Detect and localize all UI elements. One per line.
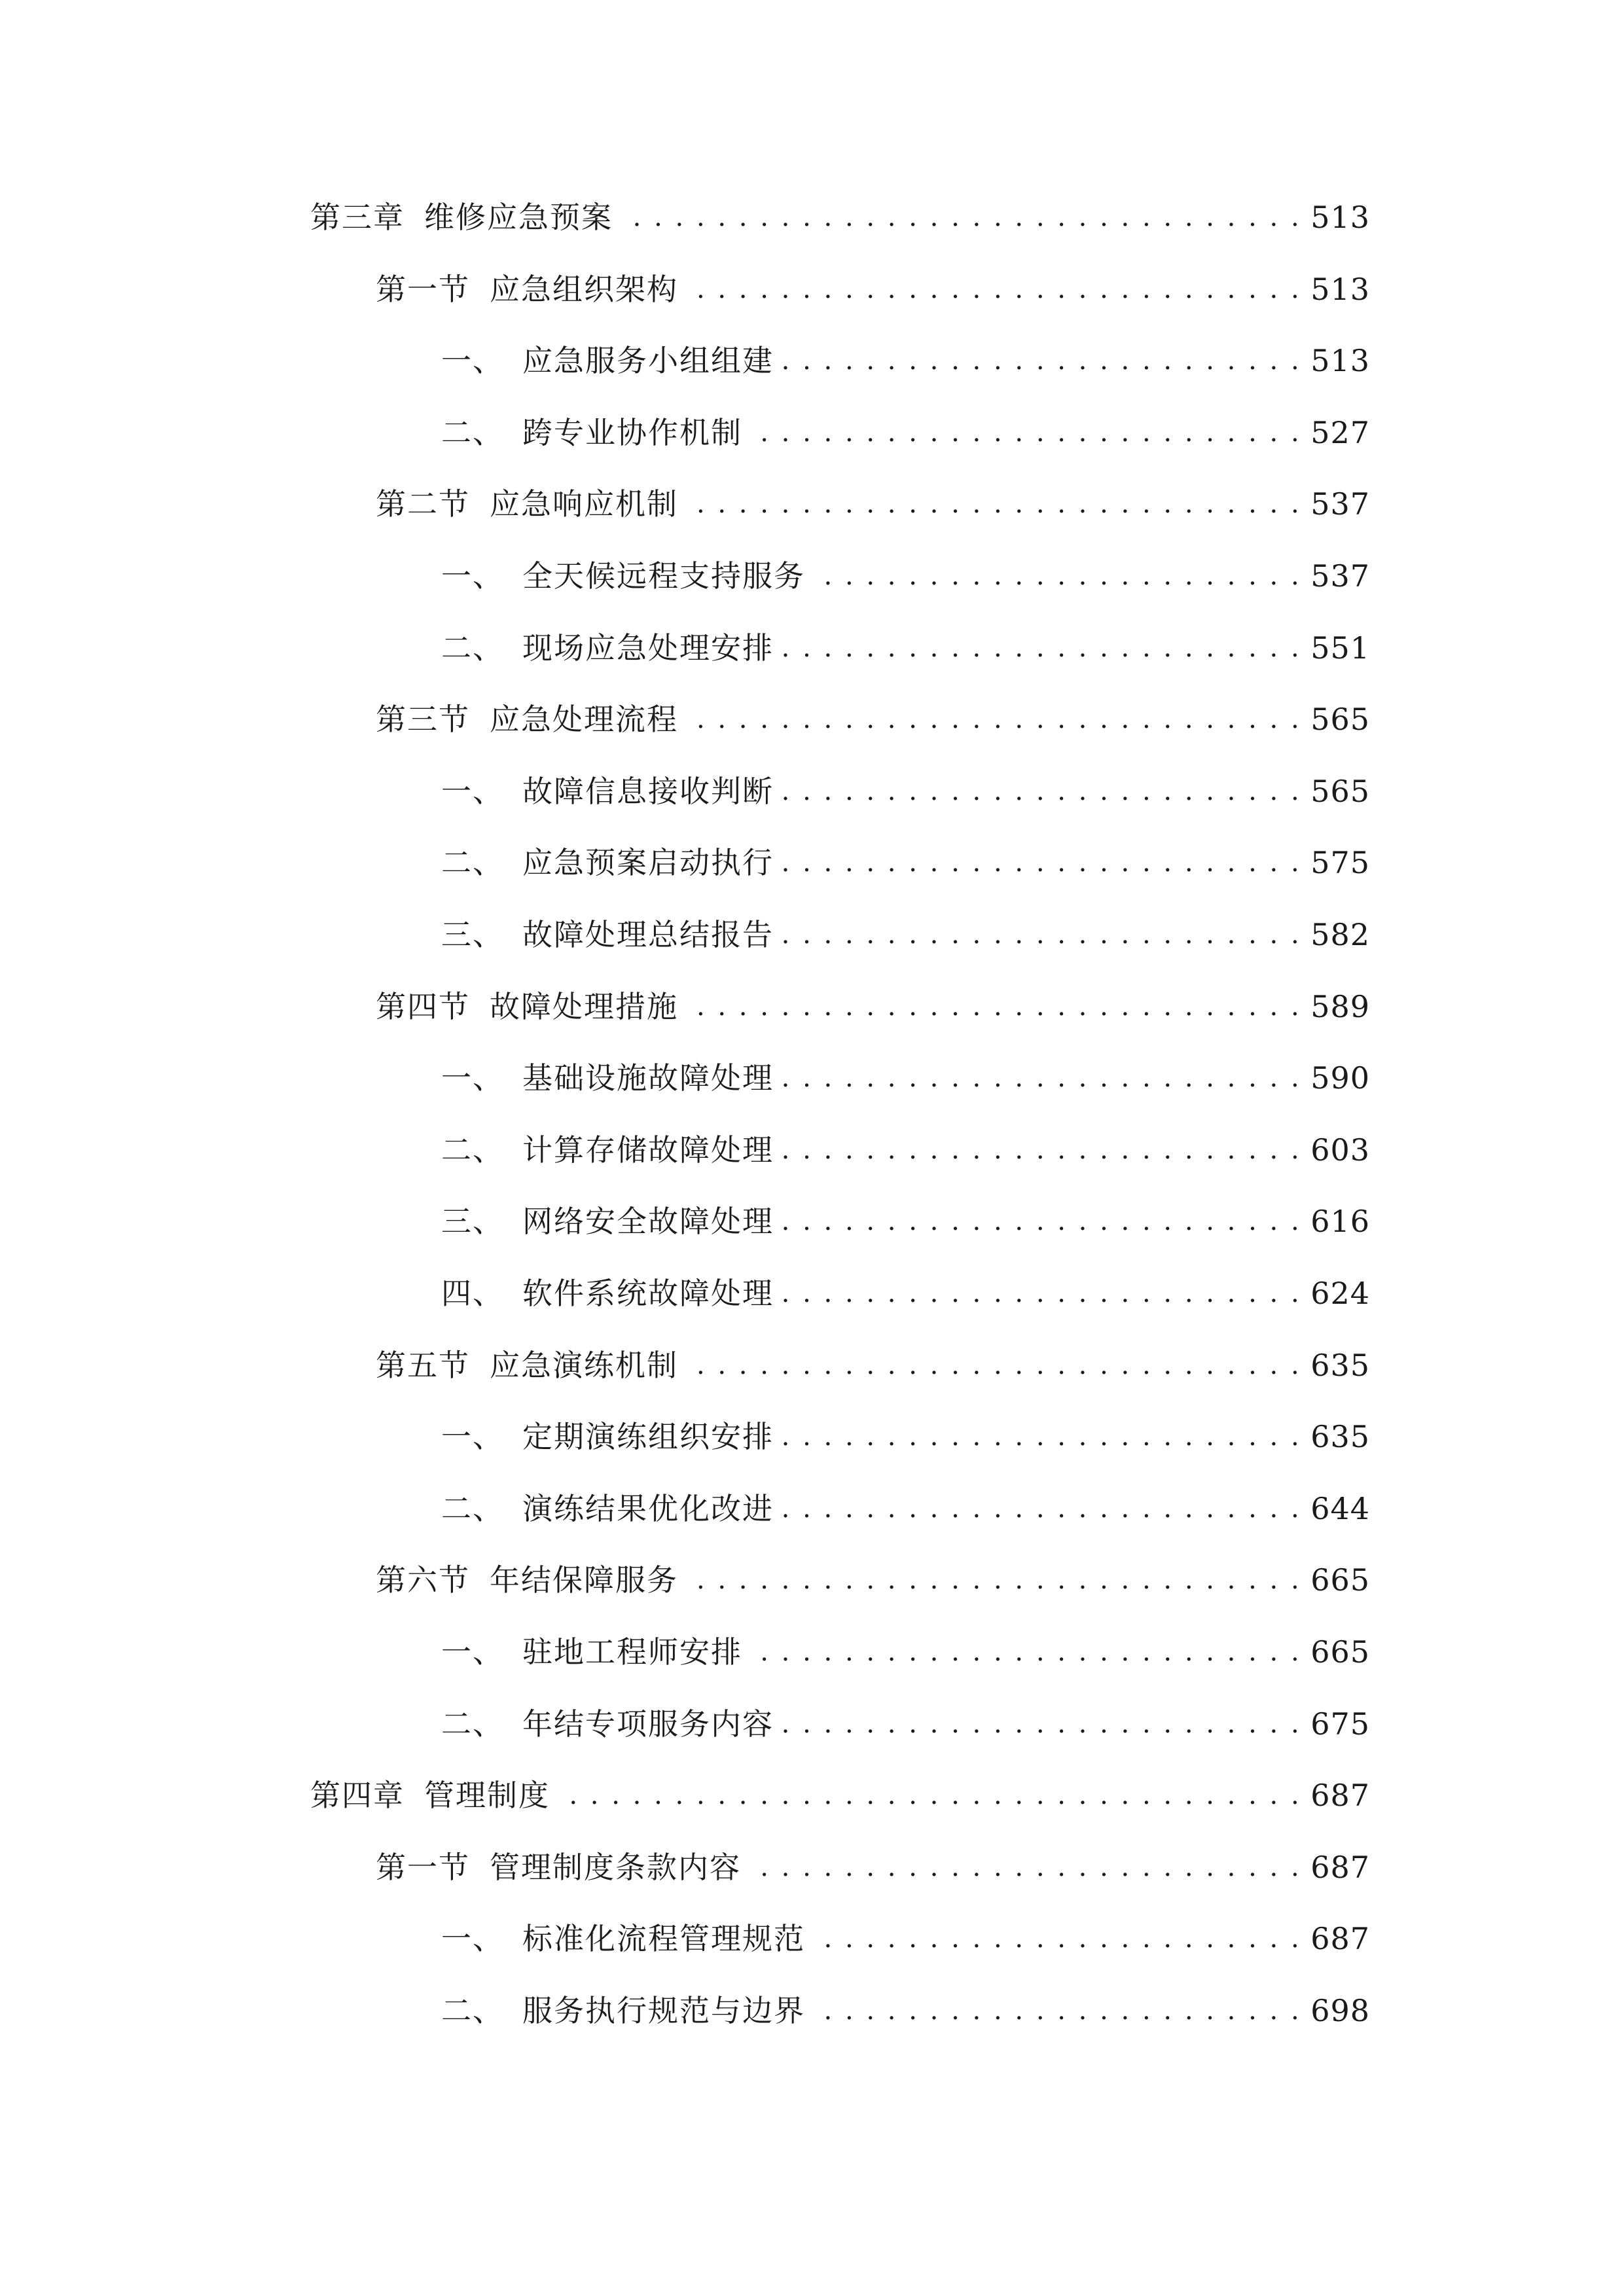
toc-page-number: 513 [1310,272,1370,307]
toc-entry-title: 故障信息接收判断 [522,774,774,809]
toc-page-number: 537 [1310,486,1370,522]
toc-leader-dots [685,266,1301,312]
toc-leader-dots [780,840,1301,886]
toc-entry[interactable] [441,553,1370,599]
toc-entry-title: 应急响应机制 [490,486,678,522]
toc-entry[interactable] [441,1198,1370,1244]
toc-entry-title: 应急演练机制 [490,1348,678,1383]
toc-page-number: 590 [1310,1060,1370,1096]
toc-entry-title: 演练结果优化改进 [522,1491,774,1526]
toc-page-number: 565 [1310,702,1370,737]
toc-leader-dots [780,1198,1301,1244]
toc-page-number: 698 [1310,1993,1370,2028]
toc-entry[interactable] [310,1772,1370,1818]
toc-leader-dots [780,338,1301,384]
toc-page-number: 687 [1310,1778,1370,1813]
toc-entry-number: 第一节 [376,272,470,307]
toc-entry[interactable] [441,1988,1370,2034]
toc-leader-dots [780,1414,1301,1460]
toc-entry-number: 第四章 [310,1778,405,1813]
toc-entry-number: 二、 [441,1993,504,2028]
toc-page-number: 616 [1310,1204,1370,1239]
toc-entry-number: 二、 [441,1706,504,1742]
toc-leader-dots [685,1342,1301,1388]
toc-entry[interactable] [441,1270,1370,1316]
toc-entry-title: 年结专项服务内容 [522,1706,774,1742]
toc-page-number: 635 [1310,1348,1370,1383]
toc-entry-number: 第一节 [376,1850,470,1885]
toc-entry[interactable] [441,625,1370,671]
toc-entry-title: 软件系统故障处理 [522,1276,774,1311]
toc-entry[interactable] [441,912,1370,958]
toc-entry[interactable] [441,1629,1370,1675]
toc-leader-dots [780,1055,1301,1101]
toc-entry[interactable] [310,194,1370,240]
toc-entry[interactable] [441,338,1370,384]
toc-entry[interactable] [376,696,1370,742]
toc-entry-title: 标准化流程管理规范 [522,1921,805,1956]
toc-entry-number: 第二节 [376,486,470,522]
toc-entry-number: 一、 [441,1634,504,1670]
toc-leader-dots [780,1486,1301,1532]
toc-entry[interactable] [376,481,1370,527]
toc-leader-dots [812,553,1301,599]
toc-entry-title: 管理制度 [424,1778,550,1813]
toc-leader-dots [685,984,1301,1030]
toc-entry-title: 网络安全故障处理 [522,1204,774,1239]
toc-entry[interactable] [441,1916,1370,1962]
toc-entry-number: 第三节 [376,702,470,737]
toc-leader-dots [780,625,1301,671]
toc-entry-number: 第四节 [376,989,470,1024]
toc-entry-title: 应急处理流程 [490,702,678,737]
toc-entry-number: 二、 [441,630,504,666]
toc-leader-dots [619,194,1301,240]
toc-entry[interactable] [441,1055,1370,1101]
toc-entry-number: 一、 [441,1921,504,1956]
toc-leader-dots [780,1701,1301,1747]
toc-entry-title: 定期演练组织安排 [522,1419,774,1454]
toc-entry[interactable] [441,1414,1370,1460]
toc-leader-dots [749,1629,1301,1675]
toc-leader-dots [780,1127,1301,1173]
toc-leader-dots [685,481,1301,527]
toc-leader-dots [780,768,1301,814]
toc-entry-title: 应急服务小组组建 [522,343,774,378]
toc-entry-number: 一、 [441,1060,504,1096]
toc-page-number: 513 [1310,200,1370,235]
toc-page-number: 687 [1310,1921,1370,1956]
toc-leader-dots [780,912,1301,958]
toc-entry[interactable] [441,1701,1370,1747]
toc-entry[interactable] [441,768,1370,814]
toc-entry-title: 故障处理措施 [490,989,678,1024]
toc-page-number: 582 [1310,917,1370,952]
toc-entry[interactable] [376,984,1370,1030]
toc-entry-title: 维修应急预案 [424,200,613,235]
toc-page-number: 624 [1310,1276,1370,1311]
toc-page-number: 687 [1310,1850,1370,1885]
toc-entry[interactable] [376,1342,1370,1388]
toc-page-number: 527 [1310,415,1370,450]
toc-page-number: 589 [1310,989,1370,1024]
toc-leader-dots [556,1772,1301,1818]
toc-entry[interactable] [376,1844,1370,1890]
toc-entry-title: 年结保障服务 [490,1562,678,1598]
toc-entry-number: 一、 [441,558,504,594]
toc-entry[interactable] [441,1486,1370,1532]
toc-entry-number: 第六节 [376,1562,470,1598]
toc-page-number: 513 [1310,343,1370,378]
toc-entry-number: 二、 [441,1491,504,1526]
toc-page-number: 665 [1310,1634,1370,1670]
toc-page-number: 575 [1310,845,1370,880]
toc-leader-dots [749,410,1301,456]
toc-entry-title: 现场应急处理安排 [522,630,774,666]
toc-entry-title: 跨专业协作机制 [522,415,742,450]
toc-page-number: 644 [1310,1491,1370,1526]
toc-entry-title: 基础设施故障处理 [522,1060,774,1096]
toc-page-number: 675 [1310,1706,1370,1742]
toc-entry-number: 第五节 [376,1348,470,1383]
toc-page-number: 551 [1310,630,1370,666]
toc-entry-number: 二、 [441,845,504,880]
toc-entry-title: 驻地工程师安排 [522,1634,742,1670]
toc-entry-number: 三、 [441,1204,504,1239]
toc-leader-dots [685,696,1301,742]
toc-entry-number: 一、 [441,343,504,378]
toc-leader-dots [812,1988,1301,2034]
toc-page-number: 665 [1310,1562,1370,1598]
toc-entry[interactable] [441,840,1370,886]
toc-entry-number: 三、 [441,917,504,952]
toc-entry-number: 四、 [441,1276,504,1311]
toc-leader-dots [812,1916,1301,1962]
toc-page-number: 565 [1310,774,1370,809]
toc-entry-title: 计算存储故障处理 [522,1132,774,1168]
toc-page-number: 537 [1310,558,1370,594]
toc-leader-dots [780,1270,1301,1316]
toc-entry[interactable] [441,1127,1370,1173]
toc-entry[interactable] [441,410,1370,456]
toc-entry-title: 管理制度条款内容 [490,1850,741,1885]
toc-entry-title: 故障处理总结报告 [522,917,774,952]
toc-entry-number: 二、 [441,1132,504,1168]
toc-page-number: 635 [1310,1419,1370,1454]
toc-entry-title: 应急组织架构 [490,272,678,307]
toc-leader-dots [748,1844,1301,1890]
toc-entry-title: 应急预案启动执行 [522,845,774,880]
toc-entry-number: 二、 [441,415,504,450]
toc-entry[interactable] [376,266,1370,312]
toc-entry-number: 第三章 [310,200,405,235]
toc-leader-dots [685,1557,1301,1603]
toc-entry-number: 一、 [441,774,504,809]
toc-entry-number: 一、 [441,1419,504,1454]
toc-entry-title: 服务执行规范与边界 [522,1993,805,2028]
toc-page-number: 603 [1310,1132,1370,1168]
toc-entry[interactable] [376,1557,1370,1603]
toc-entry-title: 全天候远程支持服务 [522,558,805,594]
